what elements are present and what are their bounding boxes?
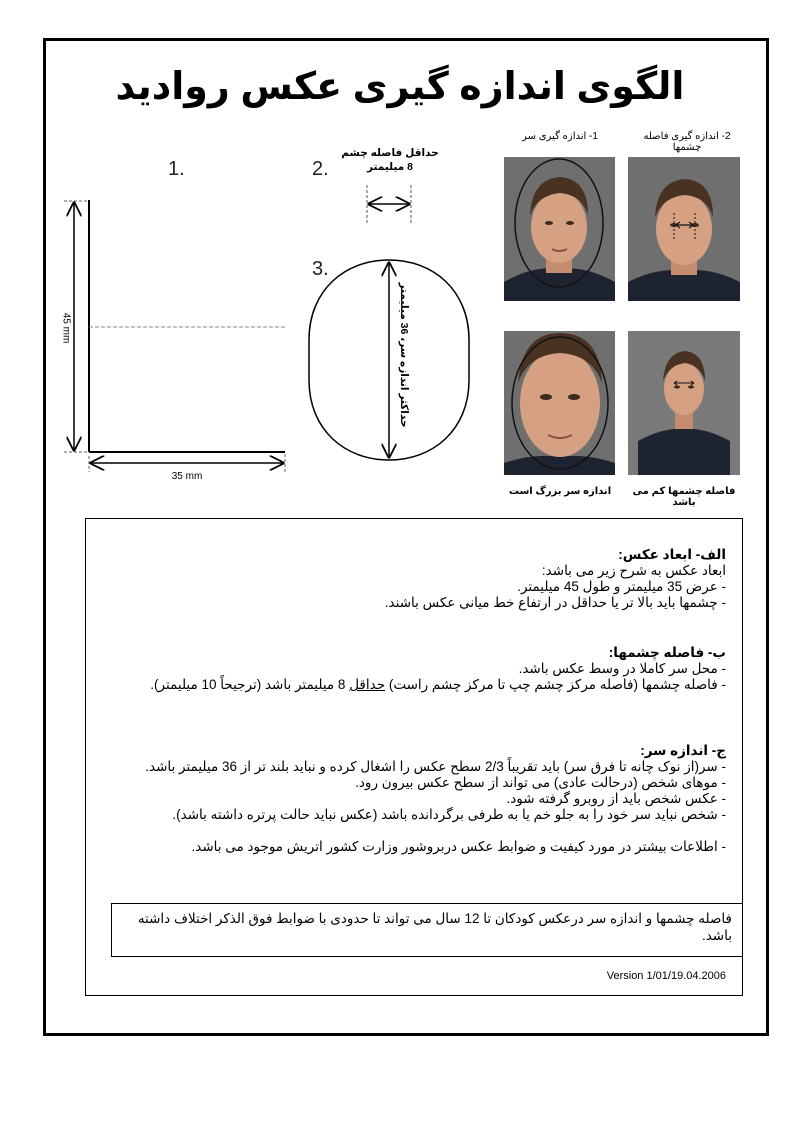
section-head-size (112, 743, 726, 855)
section-eye-distance-heading: ب- فاصله چشمها: (608, 645, 726, 660)
photo-head-measure (504, 157, 615, 301)
diagram-number-3: 3. (312, 258, 329, 280)
section-eye-distance-line (112, 677, 726, 693)
section-head-size-line: - عکس شخص باید از روبرو گرفته شود. (506, 791, 726, 806)
section-dimensions-line: - چشمها باید بالا تر یا حداقل در ارتفاع خط میانی عکس باشند. (384, 595, 726, 610)
caption-eyes-too-close: فاصله چشمها کم می باشد (632, 486, 736, 508)
children-note: فاصله چشمها و اندازه سر درعکس کودکان تا 12 سال می تواند تا حدودی با ضوابط فوق الذکر اختلاف داشته باشد. (111, 903, 743, 957)
section-dimensions (112, 547, 726, 611)
section-dimensions-line: ابعاد عکس به شرح زیر می باشد: (541, 563, 726, 578)
eye-distance-label-line1: حداقل فاصله چشم (341, 147, 439, 159)
diagram-number-1: 1. (168, 158, 185, 180)
photo-head-too-big (504, 331, 615, 475)
eye-distance-label-line2: 8 میلیمتر (367, 161, 413, 173)
caption-head-measure: 1- اندازه گیری سر (522, 131, 598, 142)
version-label: Version 1/01/19.04.2006 (606, 970, 726, 982)
head-max-label: حداکثر اندازه سر، 36 میلیمتر (398, 282, 410, 428)
section-head-size-line: - سر(از نوک چانه تا فرق سر) باید تقریباً 2/3 سطح عکس را اشغال کرده و نباید بلند تر از 36 میلیمتر باشد. (145, 759, 726, 774)
section-head-size-heading: ج- اندازه سر: (640, 743, 726, 758)
caption-head-too-big: اندازه سر بزرگ است (508, 486, 612, 497)
section-head-size-line: - اطلاعات بیشتر در مورد کیفیت و ضوابط عکس دربروشور وزارت کشور اتریش موجود می باشد. (191, 839, 726, 854)
section-head-size-line: - شخص نباید سر خود را به جلو خم یا به طرفی برگردانده باشد (عکس نباید حالت پرتره داشته باشد). (172, 807, 726, 822)
diagram-number-2: 2. (312, 158, 329, 180)
underlined-min: حداقل (349, 677, 386, 692)
section-eye-distance-line: - محل سر کاملا در وسط عکس باشد. (518, 661, 726, 676)
photo-eye-measure (628, 157, 740, 301)
height-label: 45 mm (60, 312, 72, 344)
section-eye-distance (112, 645, 726, 693)
width-label: 35 mm (171, 471, 203, 482)
caption-eye-measure: 2- اندازه گیری فاصله چشمها (643, 131, 731, 153)
page-title: الگوی اندازه گیری عکس روادید (115, 66, 685, 108)
text-span: - فاصله چشمها (فاصله مرکز چشم چپ تا مرکز چشم راست) (388, 677, 726, 692)
section-head-size-line: - موهای شخص (درحالت عادی) می تواند از سطح عکس بیرون رود. (355, 775, 726, 790)
text-span: 8 میلیمتر باشد (ترجیحاً 10 میلیمتر). (150, 677, 346, 692)
section-dimensions-heading: الف- ابعاد عکس: (618, 547, 726, 562)
section-dimensions-line: - عرض 35 میلیمتر و طول 45 میلیمتر. (517, 579, 726, 594)
photo-eyes-too-close (628, 331, 740, 475)
